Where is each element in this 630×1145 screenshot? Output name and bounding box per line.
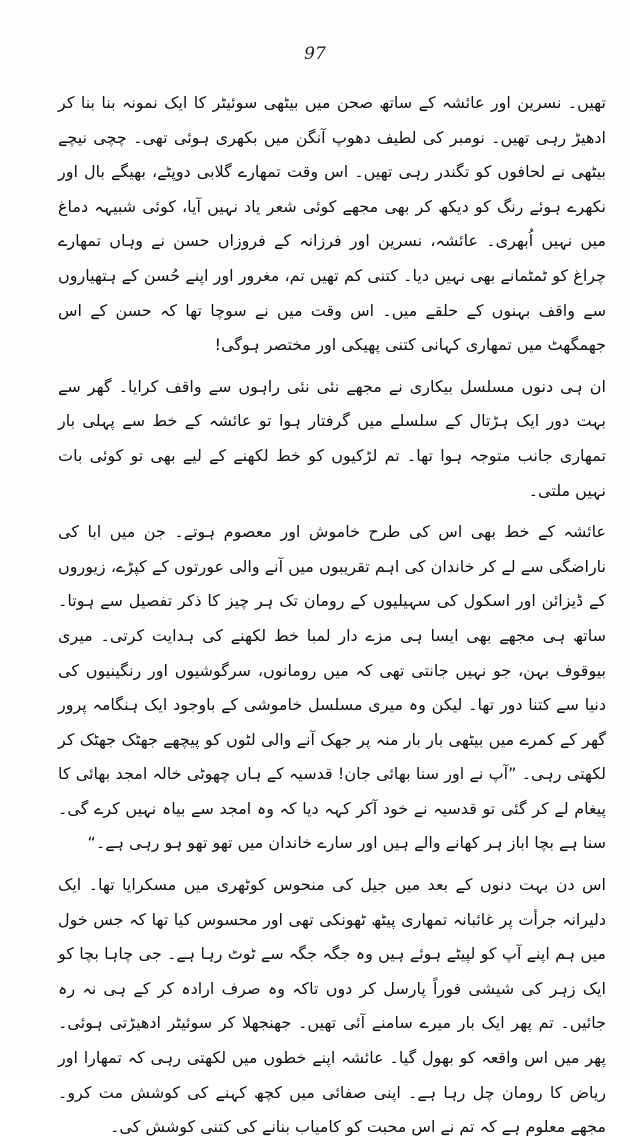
page-number: 97	[304, 44, 326, 64]
paragraph-3: عائشہ کے خط بھی اس کی طرح خاموش اور معصوم ہوتے۔ جن میں ابا کی ناراضگی سے لے کر خاندان کی اہم تقریبوں میں آنے والی عورتوں کے کپڑے، زیوروں کے ڈیزائن اور اسکول کی سہیلیوں کے رومان تک ہر چیز کا ذکر تفصیل سے ہوتا۔ ساتھ ہی مجھے بھی ایسا ہی مزے دار لمبا خط لکھنے کی ہدایت کرتی۔ میری بیوقوف بہن، جو نہیں جانتی تھی کہ میں رومانوں، سرگوشیوں اور رنگینیوں کی دنیا سے کتنا دور تھا۔ لیکن وہ میری مسلسل خاموشی کے باوجود ایک ہنگامہ پرور گھر کے کمرے میں بیٹھی بار بار منہ پر جھک آنے والی لٹوں کو پیچھے جھٹک جھٹک کر لکھتی رہی۔ ”آپ نے اور سنا بھائی جان! قدسیہ کے ہاں چھوٹی خالہ امجد بھائی کا پیغام لے کر گئی تو قدسیہ نے خود آکر کہہ دیا کہ وہ امجد سے بیاہ نہیں کرے گی۔ سنا ہے بچا اباز ہر کھانے والے ہیں اور سارے خاندان میں تھو تھو ہو رہی ہے۔“	[58, 522, 606, 853]
paragraph-2: ان ہی دنوں مسلسل بیکاری نے مجھے نئی نئی راہوں سے واقف کرایا۔ گھر سے بہت دور ایک ہڑتال کے سلسلے میں گرفتار ہوا تو عائشہ کے خط سے پہلی بار تمھاری جانب متوجہ ہوا تھا۔ تم لڑکیوں کو خط لکھنے کے لیے بھی تو کوئی بات نہیں ملتی۔	[58, 376, 606, 500]
page-body-text	[58, 86, 606, 1145]
paragraph-1: تھیں۔ نسرین اور عائشہ کے ساتھ صحن میں بیٹھی سوئیٹر کا ایک نمونہ بنا بنا کر ادھیڑ رہی تھیں۔ نومبر کی لطیف دھوپ آنگن میں بکھری ہوئی تھی۔ چچی نیچے بیٹھی نے لحافوں کو تگندر رہی تھیں۔ اس وقت تمھارے گلابی دوپٹے، بھیگے بال اور نکھرے ہوئے رنگ کو دیکھ کر بھی مجھے کوئی شعر یاد نہیں آیا، کوئی شبیہہ دماغ میں نہیں اُبھری۔ عائشہ، نسرین اور فرزانہ کے فروزاں حسن نے وہاں تمھارے چراغ کو ٹمٹمانے بھی نہیں دیا۔ کتنی کم تھیں تم، مغرور اور اپنے حُسن کے ہتھیاروں سے واقف بہنوں کے حلقے میں۔ اس وقت میں نے سوچا تھا کہ حسن کے اس جھمگھٹ میں تمھاری کہانی کتنی پھیکی اور مختصر ہوگی!	[58, 93, 606, 355]
paragraph-4: اس دن بہت دنوں کے بعد میں جیل کی منحوس کوٹھری میں مسکرایا تھا۔ ایک دلیرانہ جرأت پر غائبانہ تمھاری پیٹھ ٹھونکی تھی اور محسوس کیا تھا کہ جس خول میں ہم اپنے آپ کو لپیٹے ہوئے ہیں وہ جگہ جگہ سے ٹوٹ رہا ہے۔ جی چاہا بچا کو ایک زہر کی شیشی فوراً پارسل کر دوں تاکہ وہ صرف ارادہ کر کے ہی نہ رہ جائیں۔ تم پھر ایک بار میرے سامنے آئی تھیں۔ جھنجھلا کر سوئیٹر ادھیڑتی ہوئی۔ پھر میں اس واقعہ کو بھول گیا۔ عائشہ اپنے خطوں میں لکھتی رہی کہ تمھارا اور ریاض کا رومان چل رہا ہے۔ اپنی صفائی میں کچھ کہنے کی کوشش مت کرو۔ مجھے معلوم ہے کہ تم نے اس محبت کو کامیاب بنانے کی کتنی کوشش کی۔	[58, 875, 606, 1137]
